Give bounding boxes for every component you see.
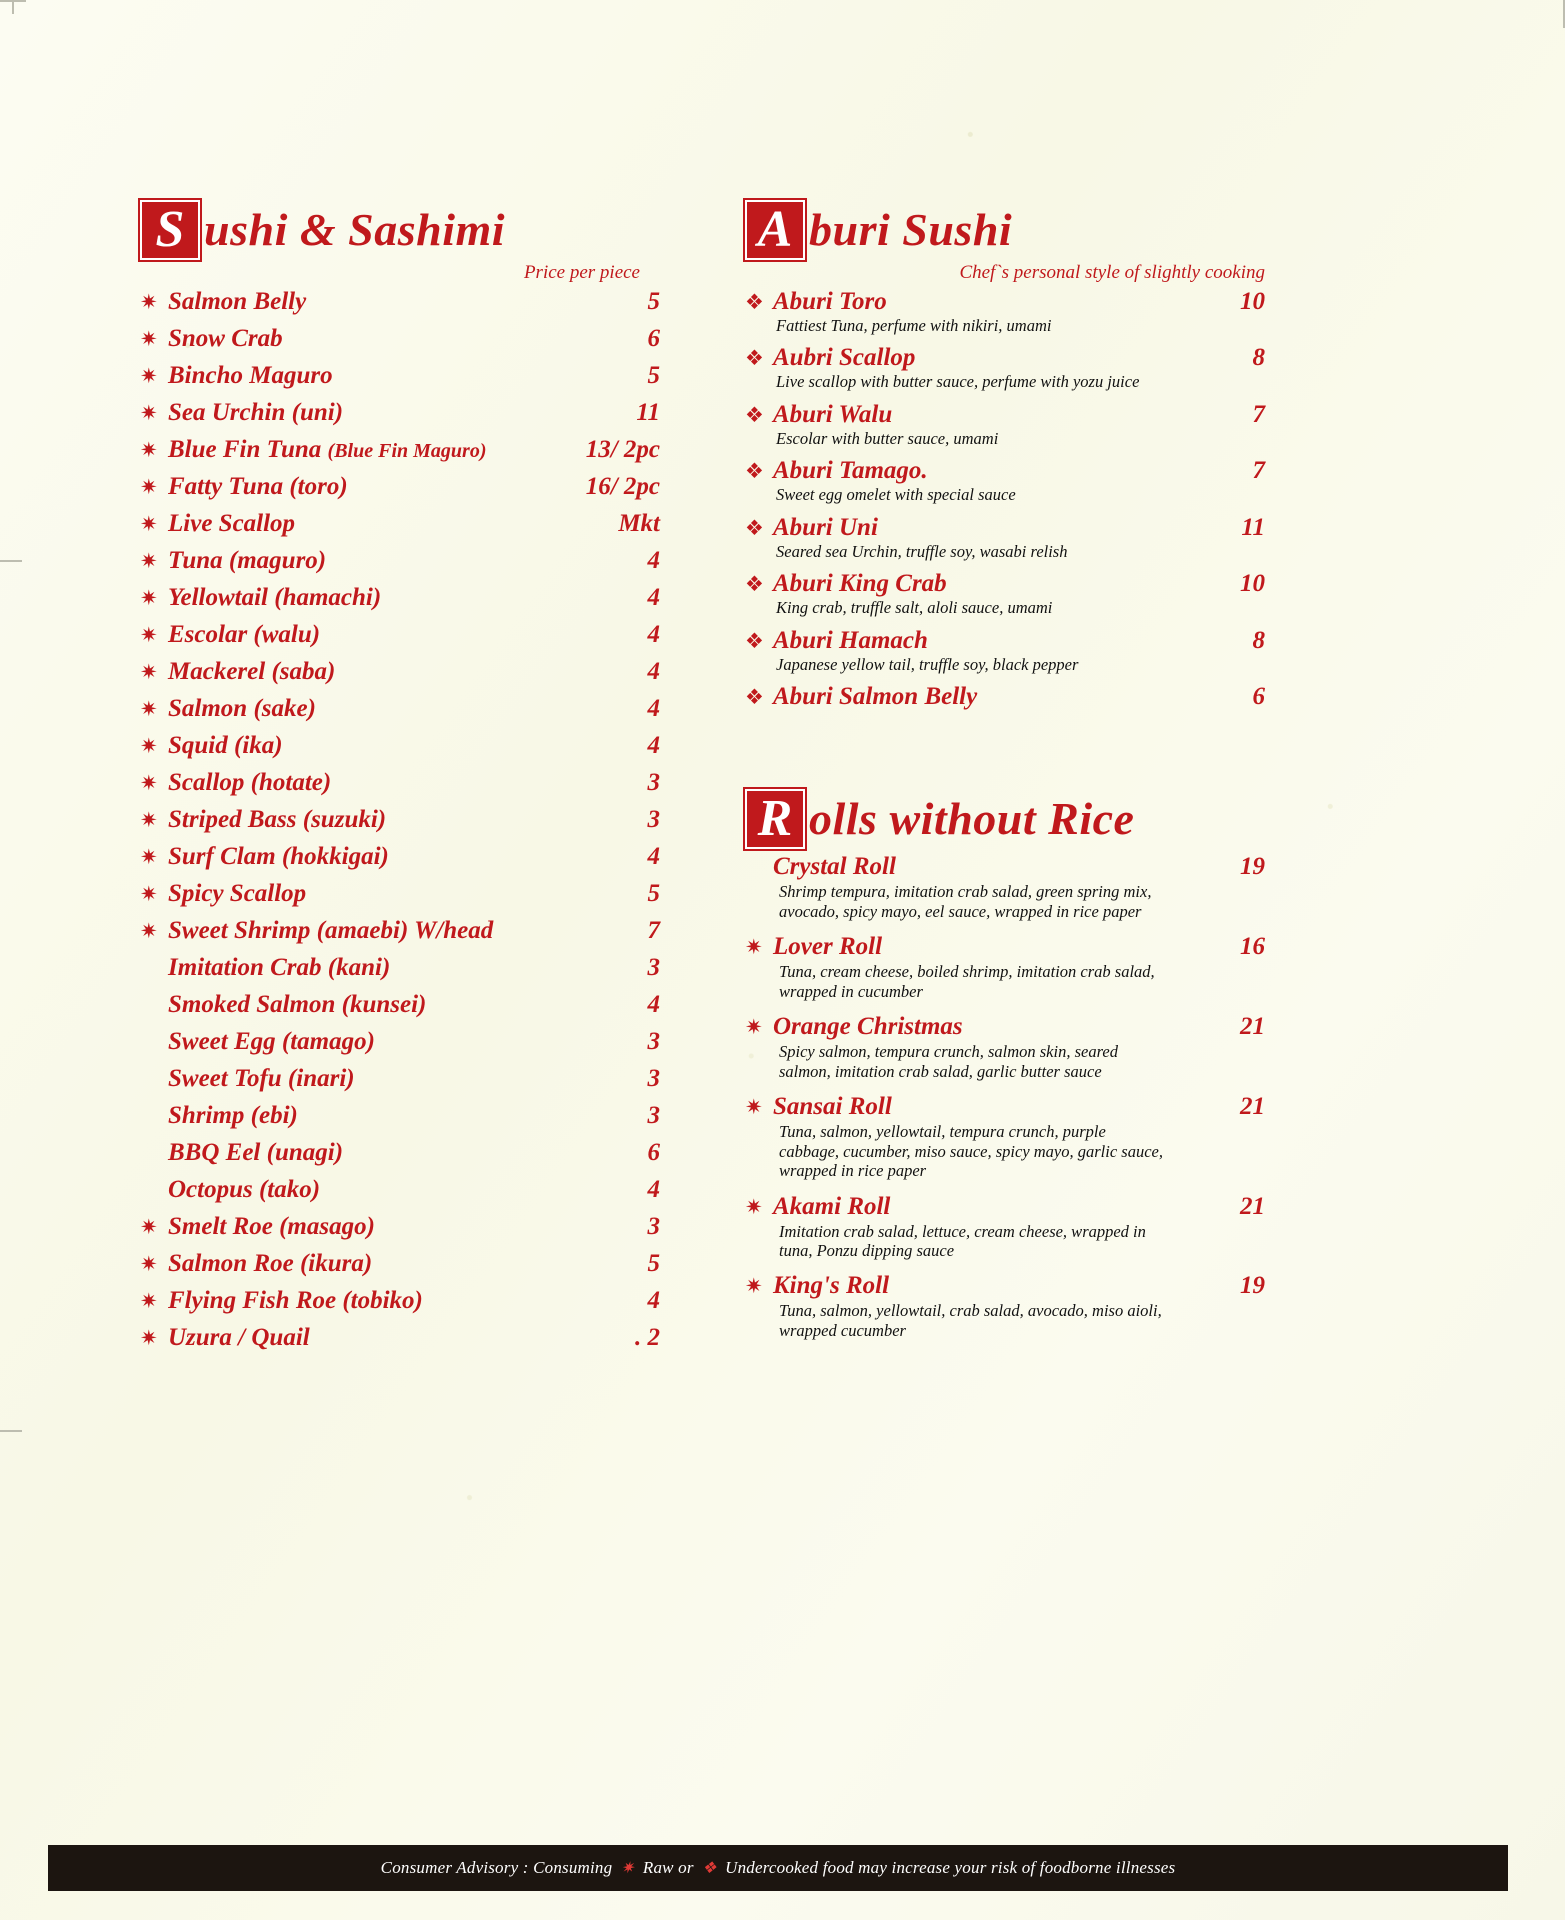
menu-item-name: Sweet Shrimp (amaebi) W/head: [168, 917, 494, 944]
menu-item-description: Escolar with butter sauce, umami: [776, 428, 999, 448]
menu-item-price: 4: [647, 584, 660, 611]
undercooked-flower-icon: ❖: [745, 628, 764, 653]
raw-star-icon: ✷: [140, 1289, 158, 1313]
menu-item-row: [140, 1287, 660, 1315]
menu-item-name: BBQ Eel (unagi): [168, 1139, 344, 1166]
menu-item-price: 21: [1240, 1093, 1265, 1121]
undercooked-flower-icon: ❖: [702, 1860, 717, 1877]
menu-item-price: Mkt: [618, 510, 660, 537]
raw-star-icon: ✷: [140, 327, 158, 351]
menu-item-row: [745, 1093, 1265, 1121]
menu-item-price: 11: [1241, 513, 1265, 541]
menu-item-name: Aburi Toro: [773, 288, 887, 315]
menu-item-name: Aubri Scallop: [773, 344, 916, 372]
menu-item-price: 7: [1252, 400, 1265, 428]
menu-item-row: [140, 1250, 660, 1278]
menu-item-price: 16: [1240, 933, 1265, 961]
column-right: [745, 200, 1265, 1352]
menu-item-price: 4: [647, 1176, 660, 1203]
undercooked-flower-icon: ❖: [745, 402, 764, 427]
section-title-sushi-sashimi: ushi & Sashimi: [204, 204, 506, 255]
menu-item-price: 11: [636, 399, 660, 426]
column-left: [140, 200, 660, 1361]
undercooked-flower-icon: ❖: [745, 290, 764, 314]
undercooked-flower-icon: ❖: [745, 459, 764, 484]
section-subtitle-chef-style: Chef`s personal style of slightly cooking: [959, 262, 1265, 283]
menu-item-row: [745, 401, 1265, 429]
dropcap-s: S: [140, 200, 200, 260]
menu-item-row: [745, 1013, 1265, 1041]
menu-item-price: 4: [647, 621, 660, 648]
menu-item-name: Striped Bass (suzuki): [168, 806, 387, 833]
menu-item-name: Aburi Salmon Belly: [773, 683, 978, 711]
menu-item-name: Crystal Roll: [773, 853, 896, 881]
raw-star-icon: ✷: [745, 1095, 763, 1120]
menu-item-name: Aburi Uni: [773, 513, 878, 541]
menu-item-price: 3: [647, 954, 660, 981]
menu-item-row: [745, 570, 1265, 598]
menu-item-row: [140, 695, 660, 723]
menu-item-name: Smoked Salmon (kunsei): [168, 991, 427, 1018]
undercooked-flower-icon: ❖: [745, 346, 764, 371]
menu-item-price: 7: [647, 917, 660, 944]
menu-item-description: King crab, truffle salt, aloli sauce, umami: [776, 598, 1053, 618]
menu-item-name: Bincho Maguro: [168, 362, 333, 389]
menu-item-price: 6: [647, 1139, 660, 1166]
menu-item-price: . 2: [635, 1324, 660, 1351]
menu-item-row: [140, 1213, 660, 1241]
menu-item-row: [140, 510, 660, 538]
menu-item-row: [140, 399, 660, 427]
menu-item-name: Uzura / Quail: [168, 1324, 310, 1351]
menu-item-name: Surf Clam (hokkigai): [168, 843, 389, 870]
menu-item-row: [140, 806, 660, 834]
menu-item-row: [140, 1102, 660, 1130]
menu-item-row: [140, 436, 660, 464]
menu-item-description: Shrimp tempura, imitation crab salad, green spring mix, avocado, spicy mayo, eel sauce, wrapped in rice paper: [779, 882, 1152, 921]
rolls-without-rice-item-list: [745, 853, 1265, 1340]
raw-star-icon: ✷: [140, 919, 158, 943]
menu-item-name: Octopus (tako): [168, 1176, 321, 1203]
menu-item-price: 3: [647, 1065, 660, 1092]
menu-item-name: Sansai Roll: [773, 1093, 892, 1121]
menu-item-row: [140, 362, 660, 390]
menu-item-name: King's Roll: [773, 1272, 890, 1300]
raw-star-icon: ✷: [140, 845, 158, 869]
menu-item-price: 19: [1240, 853, 1265, 881]
raw-star-icon: ✷: [140, 623, 158, 647]
section-header-sushi-sashimi: [140, 200, 660, 284]
section-subtitle-price-per-piece: Price per piece: [523, 262, 640, 283]
menu-item-row: [140, 1176, 660, 1204]
raw-star-icon: ✷: [140, 1215, 158, 1239]
menu-item-name: Blue Fin Tuna (Blue Fin Maguro): [168, 436, 487, 463]
menu-item-price: 4: [647, 1287, 660, 1314]
menu-item-row: [140, 732, 660, 760]
menu-item-row: [140, 584, 660, 612]
dropcap-r: R: [745, 789, 805, 849]
undercooked-flower-icon: ❖: [745, 572, 764, 597]
menu-item-row: [745, 344, 1265, 372]
menu-item-price: 7: [1252, 457, 1265, 485]
section-header-aburi-sushi: [745, 200, 1265, 284]
menu-item-name: Live Scallop: [168, 510, 296, 537]
menu-item-name: Lover Roll: [773, 933, 883, 961]
menu-item-price: 4: [647, 732, 660, 759]
menu-item-name: Fatty Tuna (toro): [168, 473, 348, 500]
raw-star-icon: ✷: [140, 364, 158, 388]
menu-item-row: [745, 853, 1265, 881]
menu-item-description: Tuna, salmon, yellowtail, crab salad, avocado, miso aioli, wrapped cucumber: [779, 1301, 1162, 1340]
menu-item-price: 3: [647, 1102, 660, 1129]
menu-item-price: 13/ 2pc: [585, 436, 660, 463]
menu-item-name: Squid (ika): [168, 732, 283, 759]
menu-item-price: 10: [1240, 288, 1265, 315]
menu-item-description: Tuna, cream cheese, boiled shrimp, imitation crab salad, wrapped in cucumber: [779, 962, 1155, 1001]
menu-item-name: Spicy Scallop: [168, 880, 307, 907]
dropcap-a: A: [745, 200, 805, 260]
menu-item-row: [140, 1065, 660, 1093]
menu-item-price: 4: [647, 695, 660, 722]
raw-star-icon: ✷: [140, 290, 158, 314]
menu-item-price: 3: [647, 1213, 660, 1240]
menu-item-name: Shrimp (ebi): [168, 1102, 298, 1129]
menu-item-row: [140, 658, 660, 686]
menu-item-name: Yellowtail (hamachi): [168, 584, 382, 611]
raw-star-icon: ✷: [140, 771, 158, 795]
menu-item-row: [140, 1139, 660, 1167]
section-header-rolls-without-rice: [745, 789, 1265, 849]
menu-item-row: [745, 1193, 1265, 1221]
menu-item-name: Sweet Egg (tamago): [168, 1028, 375, 1055]
menu-item-name: Aburi Hamach: [773, 626, 928, 654]
menu-item-price: 8: [1252, 626, 1265, 654]
menu-item-description: Fattiest Tuna, perfume with nikiri, umami: [776, 316, 1052, 335]
menu-item-name: Aburi King Crab: [773, 570, 947, 598]
menu-item-row: [140, 769, 660, 797]
menu-item-price: 21: [1240, 1192, 1265, 1220]
undercooked-flower-icon: ❖: [745, 685, 764, 710]
menu-item-description: Japanese yellow tail, truffle soy, black pepper: [776, 654, 1079, 674]
menu-item-row: [140, 621, 660, 649]
raw-star-icon: ✷: [745, 935, 763, 960]
menu-item-price: 3: [647, 769, 660, 796]
raw-star-icon: ✷: [140, 1252, 158, 1276]
menu-item-row: [140, 917, 660, 945]
menu-item-name: Smelt Roe (masago): [168, 1213, 375, 1240]
menu-item-price: 4: [647, 843, 660, 870]
menu-item-name: Akami Roll: [773, 1192, 891, 1220]
menu-item-price: 6: [1252, 683, 1265, 711]
raw-star-icon: ✷: [140, 438, 158, 462]
menu-item-row: [140, 473, 660, 501]
menu-item-name: Scallop (hotate): [168, 769, 332, 796]
section-title-rolls-without-rice: olls without Rice: [809, 793, 1135, 845]
menu-item-row: [140, 880, 660, 908]
menu-item-name: Salmon Belly: [168, 288, 307, 315]
menu-item-price: 5: [647, 362, 660, 389]
menu-item-row: [745, 627, 1265, 655]
advisory-text-suffix: Undercooked food may increase your risk of foodborne illnesses: [720, 1858, 1176, 1877]
advisory-text-mid: Raw or: [638, 1858, 699, 1877]
raw-star-icon: ✷: [620, 1860, 635, 1877]
menu-item-name: Sea Urchin (uni): [168, 399, 344, 426]
menu-item-name: Aburi Tamago.: [773, 457, 928, 485]
menu-item-price: 4: [647, 991, 660, 1018]
menu-item-name: Aburi Walu: [773, 400, 893, 428]
consumer-advisory-banner: [48, 1845, 1508, 1891]
section-title-aburi-sushi: buri Sushi: [809, 204, 1013, 255]
menu-item-row: [140, 288, 660, 316]
aburi-sushi-item-list: [745, 288, 1265, 711]
menu-item-row: [140, 547, 660, 575]
menu-item-description: Seared sea Urchin, truffle soy, wasabi relish: [776, 541, 1068, 561]
raw-star-icon: ✷: [140, 586, 158, 610]
menu-item-name: Orange Christmas: [773, 1013, 963, 1041]
menu-item-name: Imitation Crab (kani): [168, 954, 391, 981]
raw-star-icon: ✷: [140, 401, 158, 425]
menu-item-price: 10: [1240, 570, 1265, 598]
raw-star-icon: ✷: [140, 882, 158, 906]
raw-star-icon: ✷: [140, 549, 158, 573]
menu-item-row: [745, 457, 1265, 485]
menu-item-name: Tuna (maguro): [168, 547, 327, 574]
menu-item-price: 4: [647, 547, 660, 574]
menu-item-description: Sweet egg omelet with special sauce: [776, 485, 1016, 505]
menu-item-description: Spicy salmon, tempura crunch, salmon skin, seared salmon, imitation crab salad, garlic butter sauce: [779, 1042, 1118, 1081]
menu-item-name: Snow Crab: [168, 325, 283, 352]
raw-star-icon: ✷: [140, 512, 158, 536]
raw-star-icon: ✷: [745, 1194, 763, 1219]
menu-item-row: [745, 514, 1265, 542]
menu-item-row: [745, 288, 1265, 316]
menu-item-row: [140, 1324, 660, 1352]
raw-star-icon: ✷: [140, 660, 158, 684]
advisory-text-prefix: Consumer Advisory : Consuming: [380, 1858, 617, 1877]
menu-item-row: [745, 683, 1265, 711]
raw-star-icon: ✷: [140, 697, 158, 721]
raw-star-icon: ✷: [140, 1326, 158, 1350]
menu-item-description: Tuna, salmon, yellowtail, tempura crunch, purple cabbage, cucumber, miso sauce, spicy mayo, garlic sauce, wrapped in rice paper: [779, 1122, 1163, 1181]
menu-item-name: Sweet Tofu (inari): [168, 1065, 355, 1092]
menu-item-price: 5: [647, 1250, 660, 1277]
menu-item-row: [140, 954, 660, 982]
menu-item-row: [140, 843, 660, 871]
menu-item-price: 5: [647, 880, 660, 907]
raw-star-icon: ✷: [745, 1274, 763, 1299]
raw-star-icon: ✷: [745, 1015, 763, 1040]
menu-item-name: Flying Fish Roe (tobiko): [168, 1287, 423, 1314]
menu-item-description: Live scallop with butter sauce, perfume with yozu juice: [776, 372, 1140, 392]
menu-item-price: 8: [1252, 344, 1265, 372]
menu-item-price: 4: [647, 658, 660, 685]
menu-item-row: [140, 991, 660, 1019]
menu-item-name: Mackerel (saba): [168, 658, 336, 685]
menu-item-row: [140, 325, 660, 353]
menu-item-row: [745, 933, 1265, 961]
menu-item-price: 6: [647, 325, 660, 352]
menu-item-price: 16/ 2pc: [585, 473, 660, 500]
raw-star-icon: ✷: [140, 808, 158, 832]
menu-item-price: 3: [647, 1028, 660, 1055]
undercooked-flower-icon: ❖: [745, 515, 764, 540]
raw-star-icon: ✷: [140, 475, 158, 499]
menu-item-row: [140, 1028, 660, 1056]
menu-item-price: 5: [647, 288, 660, 315]
menu-item-row: [745, 1272, 1265, 1300]
menu-item-description: Imitation crab salad, lettuce, cream cheese, wrapped in tuna, Ponzu dipping sauce: [779, 1221, 1146, 1260]
menu-item-name: Salmon (sake): [168, 695, 316, 722]
menu-item-name: Salmon Roe (ikura): [168, 1250, 373, 1277]
menu-item-price: 21: [1240, 1013, 1265, 1041]
menu-item-name: Escolar (walu): [168, 621, 321, 648]
menu-item-price: 19: [1240, 1272, 1265, 1300]
sushi-sashimi-item-list: [140, 288, 660, 1352]
raw-star-icon: ✷: [140, 734, 158, 758]
menu-item-price: 3: [647, 806, 660, 833]
